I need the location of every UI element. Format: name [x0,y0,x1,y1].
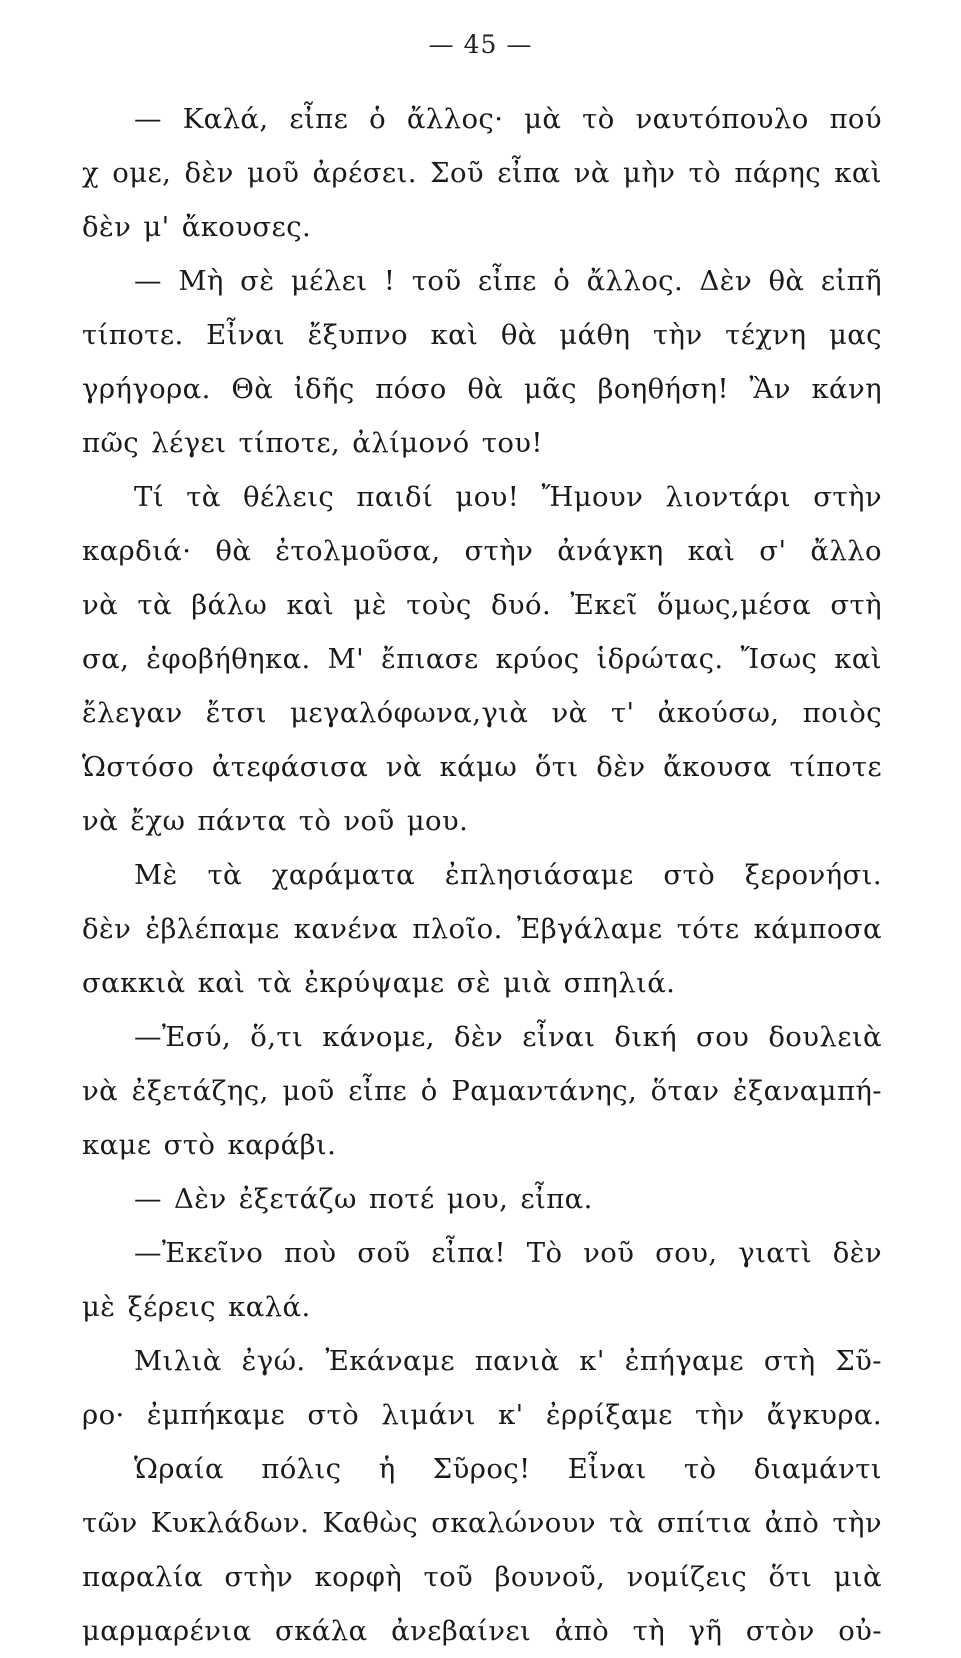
text-line: νὰ ἐξετάζης, μοῦ εἶπε ὁ Ραμαντάνης, ὅταν ἐξαναμπή- [82,1075,882,1107]
text-line: ρο· ἐμπήκαμε στὸ λιμάνι κ' ἐρρίξαμε τὴν ἄγκυρα. [82,1399,882,1431]
text-line: νὰ τὰ βάλω καὶ μὲ τοὺς δυό. Ἐκεῖ ὅμως,μέσα στὴ [82,589,882,621]
text-line: σακκιὰ καὶ τὰ ἐκρύψαμε σὲ μιὰ σπηλιά. [82,967,676,999]
text-line: καρδιά· θὰ ἐτολμοῦσα, στὴν ἀνάγκη καὶ σ' ἄλλο [82,535,882,567]
text-line: καμε στὸ καράβι. [82,1129,337,1161]
text-line: πῶς λέγει τίποτε, ἀλίμονό του! [82,427,543,459]
text-line: μὲ ξέρεις καλά. [82,1291,311,1323]
text-line: —Ἐσύ, ὅ,τι κάνομε, δὲν εἶναι δική σου δουλειὰ [134,1021,882,1053]
text-line: νὰ ἔχω πάντα τὸ νοῦ μου. [82,805,469,837]
text-line: παραλία στὴν κορφὴ τοῦ βουνοῦ, νομίζεις ὅτι μιὰ [82,1561,882,1593]
page-number: — 45 — [428,30,533,59]
text-line: Τί τὰ θέλεις παιδί μου! Ἤμουν λιοντάρι στὴν [134,481,882,513]
text-line: γρήγορα. Θὰ ἰδῆς πόσο θὰ μᾶς βοηθήση! Ἂν κάνη [82,373,882,405]
text-line: — Καλά, εἶπε ὁ ἄλλος· μὰ τὸ ναυτόπουλο πού [134,103,882,135]
text-line: δὲν μ' ἄκουσες. [82,211,312,243]
text-line: τῶν Κυκλάδων. Καθὼς σκαλώνουν τὰ σπίτια ἀπὸ τὴν [82,1507,882,1539]
text-line: —Ἐκεῖνο ποὺ σοῦ εἶπα! Τὸ νοῦ σου, γιατὶ δὲν [134,1237,882,1269]
text-line: Ὡραία πόλις ἡ Σῦρος! Εἶναι τὸ διαμάντι [134,1453,882,1485]
text-line: χ ομε, δὲν μοῦ ἀρέσει. Σοῦ εἶπα νὰ μὴν τὸ πάρης καὶ [82,157,882,189]
text-line: Ὡστόσο ἀτεφάσισα νὰ κάμω ὅτι δὲν ἄκουσα τίποτε [82,751,882,783]
text-line: — Μὴ σὲ μέλει ! τοῦ εἶπε ὁ ἄλλος. Δὲν θὰ εἰπῆ [134,265,882,297]
text-line: — Δὲν ἐξετάζω ποτέ μου, εἶπα. [134,1183,593,1215]
text-line: Μιλιὰ ἐγώ. Ἐκάναμε πανιὰ κ' ἐπήγαμε στὴ Σῦ- [134,1345,882,1377]
text-line: σα, ἐφοβήθηκα. Μ' ἔπιασε κρύος ἱδρώτας. Ἴσως καὶ [82,643,882,675]
text-line: τίποτε. Εἶναι ἔξυπνο καὶ θὰ μάθη τὴν τέχνη μας [82,319,882,351]
text-line: μαρμαρένια σκάλα ἀνεβαίνει ἀπὸ τὴ γῆ στὸν οὐ- [82,1615,882,1647]
text-line: Μὲ τὰ χαράματα ἐπλησιάσαμε στὸ ξερονήσι. [134,859,882,891]
text-line: δὲν ἐβλέπαμε κανένα πλοῖο. Ἐβγάλαμε τότε κάμποσα [82,913,882,945]
text-line: ἔλεγαν ἔτσι μεγαλόφωνα,γιὰ νὰ τ' ἀκούσω, ποιὸς [82,697,882,729]
body-text [82,92,882,1658]
